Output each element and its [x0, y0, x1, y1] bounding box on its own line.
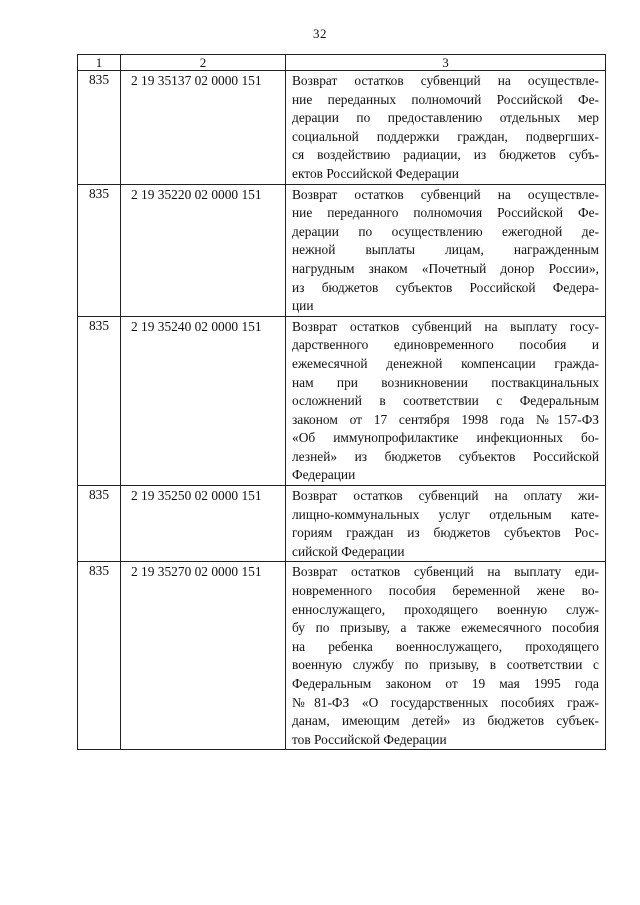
income-name-line: лищно-коммунальных услуг отдельным кате- — [292, 506, 599, 522]
income-name-line: социальной поддержки граждан, подвергших- — [292, 128, 599, 144]
income-name-line: новременного пособия беременной жене во- — [292, 583, 599, 599]
column-header-3: 3 — [286, 55, 606, 71]
income-name-line: дерации по осуществлению ежегодной де- — [292, 223, 599, 239]
budget-code-cell: 2 19 35220 02 0000 151 — [121, 184, 286, 316]
admin-code-cell: 835 — [78, 562, 121, 750]
table-row — [78, 71, 606, 185]
income-name-line: сийской Федерации — [292, 543, 405, 559]
income-name-cell — [286, 562, 606, 750]
income-name-line: №81-ФЗ «О государственных пособиях граж- — [292, 694, 599, 710]
income-name-line: бу по призыву, а также ежемесячного пособия — [292, 620, 599, 636]
income-name-line: нагрудным знаком «Почетный донор России», — [292, 260, 599, 276]
income-name-line: на ребенка военнослужащего, проходящего — [292, 638, 599, 654]
table-body — [78, 71, 606, 750]
table-header-row — [78, 55, 606, 71]
income-name-line: осложнений в соответствии с Федеральным — [292, 393, 599, 409]
income-name-line: тов Российской Федерации — [292, 731, 447, 747]
budget-code-cell: 2 19 35137 02 0000 151 — [121, 71, 286, 185]
table-row — [78, 316, 606, 485]
budget-code-cell: 2 19 35250 02 0000 151 — [121, 486, 286, 562]
budget-codes-table — [77, 54, 606, 750]
income-name-line: ние переданного полномочия Российской Фе- — [292, 205, 599, 221]
admin-code-cell: 835 — [78, 486, 121, 562]
income-name-line: «Об иммунопрофилактике инфекционных бо- — [292, 430, 599, 446]
income-name-line: ежемесячной денежной компенсации гражда- — [292, 355, 599, 371]
income-name-line: Возврат остатков субвенций на оплату жи- — [292, 488, 599, 504]
budget-code-cell: 2 19 35270 02 0000 151 — [121, 562, 286, 750]
income-name-cell — [286, 184, 606, 316]
income-name-line: нам при возникновении поствакцинальных — [292, 374, 599, 390]
income-name-line: ции — [292, 298, 314, 314]
income-name-line: еннослужащего, проходящего военную служ- — [292, 601, 599, 617]
table-row — [78, 562, 606, 750]
admin-code-cell: 835 — [78, 316, 121, 485]
income-name-line: гориям граждан из бюджетов субъектов Рос- — [292, 525, 599, 541]
admin-code-cell: 835 — [78, 184, 121, 316]
column-header-2: 2 — [121, 55, 286, 71]
admin-code-cell: 835 — [78, 71, 121, 185]
income-name-line: Федерации — [292, 467, 356, 483]
column-header-1: 1 — [78, 55, 121, 71]
income-name-line: военную службу по призыву, в соответствии с — [292, 657, 599, 673]
income-name-line: нежной выплаты лицам, награжденным — [292, 242, 599, 258]
income-name-line: данам, имеющим детей» из бюджетов субъек- — [292, 713, 599, 729]
income-name-line: дарственного единовременного пособия и — [292, 337, 599, 353]
income-name-cell — [286, 71, 606, 185]
table-row — [78, 184, 606, 316]
income-name-line: Возврат остатков субвенций на выплату госу- — [292, 318, 599, 334]
income-name-line: Возврат остатков субвенций на осуществле- — [292, 73, 599, 88]
income-name-line: Возврат остатков субвенций на осуществле- — [292, 186, 599, 202]
table-row — [78, 486, 606, 562]
budget-code-cell: 2 19 35240 02 0000 151 — [121, 316, 286, 485]
income-name-line: ся воздействию радиации, из бюджетов субъ- — [292, 147, 599, 163]
income-name-line: Федеральным законом от 19 мая 1995 года — [292, 676, 599, 691]
income-name-line: дерации по предоставлению отдельных мер — [292, 110, 599, 126]
income-name-line: ние переданных полномочий Российской Фе- — [292, 91, 599, 107]
income-name-line: лезней» из бюджетов субъектов Российской — [292, 448, 599, 464]
income-name-line: ектов Российской Федерации — [292, 165, 459, 181]
income-name-cell — [286, 486, 606, 562]
income-name-cell — [286, 316, 606, 485]
income-name-line: из бюджетов субъектов Российской Федера- — [292, 279, 599, 295]
page-number: 32 — [313, 26, 327, 41]
income-name-line: Возврат остатков субвенций на выплату еди- — [292, 564, 599, 580]
income-name-line: законом от 17 сентября 1998 года №157-ФЗ — [292, 411, 599, 427]
